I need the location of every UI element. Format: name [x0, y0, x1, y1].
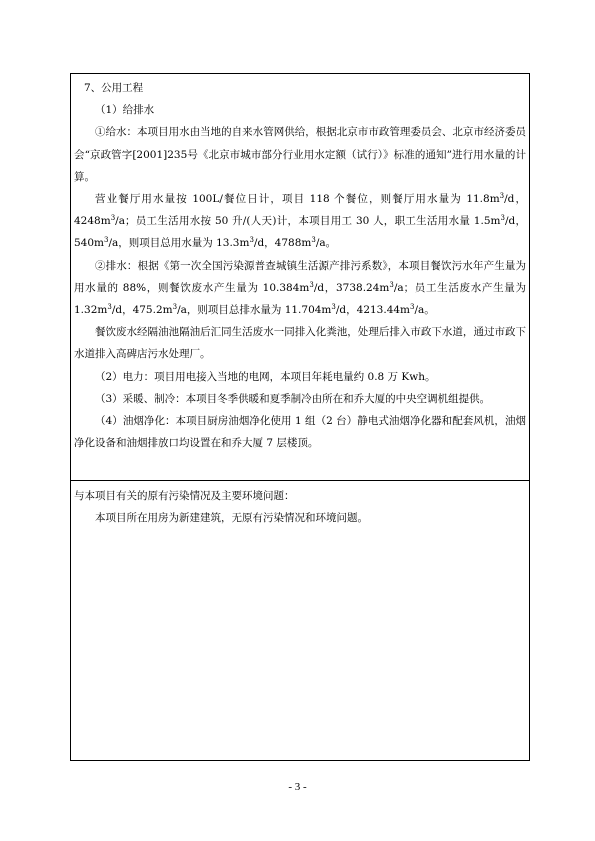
text-run: /d，4248m — [74, 193, 526, 228]
superscript: 3 — [499, 192, 505, 201]
text-run: /a。 — [315, 237, 337, 250]
text-run: /d，3738.24m — [313, 281, 390, 294]
section-divider — [70, 480, 530, 481]
text-run: /d，475.2m — [111, 304, 173, 317]
superscript: 3 — [309, 280, 314, 289]
section-heading: 7、公用工程 — [84, 82, 144, 94]
superscript: 3 — [249, 236, 254, 245]
hvac-paragraph: （3）采暖、制冷：本项目冬季供暖和夏季制冷由所在和乔大厦的中央空调机组提供。 — [95, 392, 491, 405]
text-run: 营业餐厅用水量按 100L/餐位日计，项目 118 个餐位，则餐厅用水量为 11.8m — [95, 193, 500, 206]
superscript: 3 — [410, 303, 415, 312]
text-run: /d，4788m — [253, 237, 312, 250]
text-run: /a，则项目总排水量为 11.704m — [177, 304, 332, 317]
superscript: 3 — [107, 303, 112, 312]
text-run: /a；员工生活用水按 50 升/(人天)计，本项目用工 30 人，职工生活用水量 1.5m — [115, 215, 501, 228]
water-heading: （1）给排水 — [95, 104, 155, 117]
pollution-text: 本项目所在用房为新建建筑，无原有污染情况和环境问题。 — [95, 512, 368, 524]
text-run: /d，540m — [74, 215, 526, 250]
pollution-section — [74, 485, 526, 529]
water-usage-paragraph — [74, 188, 526, 255]
superscript: 3 — [110, 214, 116, 223]
superscript: 3 — [500, 214, 505, 223]
superscript: 3 — [172, 303, 178, 312]
pollution-heading: 与本项目有关的原有污染情况及主要环境问题： — [74, 490, 295, 502]
fume-paragraph: （4）油烟净化：本项目厨房油烟净化使用 1 组（2 台）静电式油烟净化器和配套风机，油烟净化设备和油烟排放口均设置在和乔大厦 7 层楼顶。 — [74, 415, 526, 450]
superscript: 3 — [331, 303, 336, 312]
utilities-section — [74, 77, 526, 454]
power-paragraph: （2）电力：项目用电接入当地的电网，本项目年耗电量约 0.8 万 Kwh。 — [95, 370, 436, 383]
text-run: /d，4213.44m — [335, 304, 411, 317]
text-run: /a，则项目总用水量为 13.3m — [108, 237, 250, 250]
superscript: 3 — [104, 236, 109, 245]
superscript: 3 — [311, 236, 316, 245]
text-run: ②排水：根据《第一次全国污染源普查城镇生活源产排污系数》，本项目餐饮污水年产生量为用水量的 88%，则餐饮废水产生量为 10.384m — [74, 259, 526, 294]
wastewater-paragraph: 餐饮废水经隔油池隔油后汇同生活废水一同排入化粪池，处理后排入市政下水道，通过市政下水道排入高碑店污水处理厂。 — [74, 326, 526, 361]
superscript: 3 — [389, 280, 394, 289]
water-supply-paragraph: ①给水：本项目用水由当地的自来水管网供给，根据北京市市政管理委员会、北京市经济委员会“京政管字[2001]235号《北京市城市部分行业用水定额（试行）》标准的通知”进行用水量的计算。 — [74, 126, 526, 183]
drainage-paragraph — [74, 255, 526, 322]
text-run: /a；员工生活废水产生量为 1.32m — [74, 281, 526, 317]
text-run: /a。 — [414, 304, 435, 317]
page-number: - 3 - — [288, 781, 307, 793]
